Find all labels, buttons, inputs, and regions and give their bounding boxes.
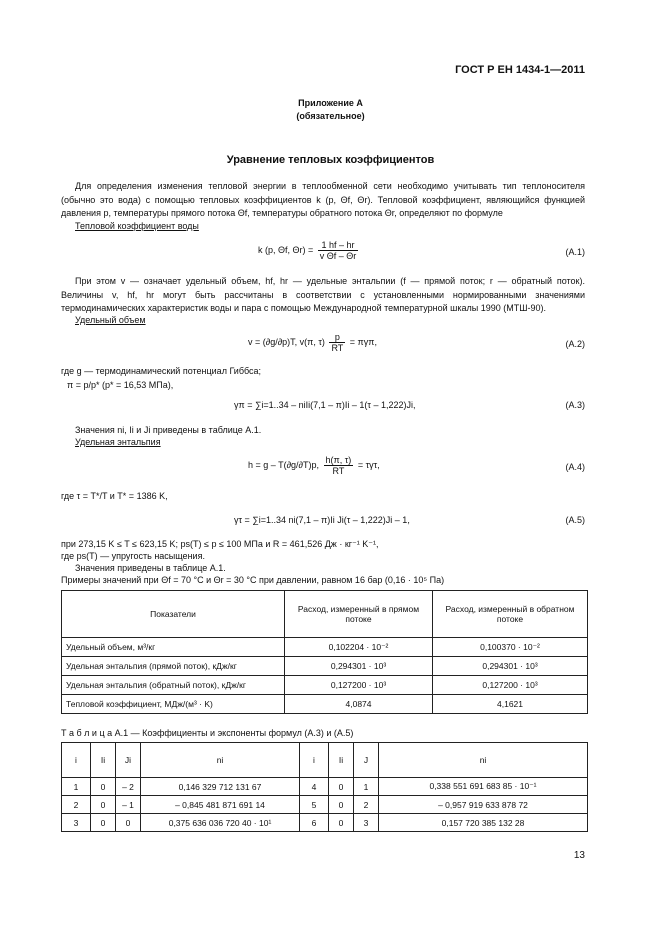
header-cell: Показатели xyxy=(62,591,285,638)
value-cell: 4,0874 xyxy=(285,695,433,714)
formula-a5-number: (А.5) xyxy=(565,515,585,525)
cell: – 2 xyxy=(116,778,141,796)
cell: 3 xyxy=(354,814,379,832)
table-row xyxy=(62,796,588,814)
header-cell: Расход, измеренный в прямом потоке xyxy=(285,591,433,638)
gibbs-definition: где g — термодинамический потенциал Гиббса; xyxy=(61,366,262,376)
definitions-paragraph: При этом v — означает удельный объем, hf, hr — удельные энтальпии (f — прямой поток; r — обратный поток). Величины v, hf, hr могут быть рассчитаны в соответствии с установленными нормированными значениями термодинамических характеристик воды и пара с помощью Международной температурной шкалы 1990 (МТШ-90). xyxy=(61,276,585,313)
value-cell: 0,294301 · 10³ xyxy=(285,657,433,676)
cell: 0 xyxy=(91,796,116,814)
table-row xyxy=(62,638,588,657)
formula-a4-number: (А.4) xyxy=(565,462,585,472)
examples-line: Примеры значений при Θf = 70 °С и Θr = 30 °С при давлении, равном 16 бар (0,16 · 10⁵ Па) xyxy=(61,575,445,585)
cell: 2 xyxy=(62,796,91,814)
sub-heading-water: Тепловой коэффициент воды xyxy=(75,221,199,231)
header-cell: ni xyxy=(379,743,588,778)
annex-title: Приложение А xyxy=(298,98,363,108)
header-cell: ni xyxy=(141,743,300,778)
cell: 0 xyxy=(329,814,354,832)
coefficients-table xyxy=(61,742,588,832)
intro-paragraph: Для определения изменения тепловой энергии в теплообменной сети необходимо учитывать тип теплоносителя (обычно это вода) с помощью тепловых коэффициентов k (p, Θf, Θr). Тепловой коэффициент, являющийся функцией давления p, температуры прямого потока Θf, температуры обратного потока Θr, определяют по формуле xyxy=(61,181,585,218)
cell: 5 xyxy=(300,796,329,814)
cell: 0 xyxy=(329,778,354,796)
page-number: 13 xyxy=(573,850,585,861)
label-cell: Тепловой коэффициент, МДж/(м³ · K) xyxy=(62,695,285,714)
formula-a1-fraction xyxy=(318,240,359,261)
cell: 0,146 329 712 131 67 xyxy=(141,778,300,796)
cell: 0,157 720 385 132 28 xyxy=(379,814,588,832)
cell: – 1 xyxy=(116,796,141,814)
value-cell: 0,294301 · 10³ xyxy=(433,657,588,676)
examples-table xyxy=(61,590,588,714)
header-cell: Расход, измеренный в обратном потоке xyxy=(433,591,588,638)
examples-table-header xyxy=(62,591,588,638)
standard-header: ГОСТ Р ЕН 1434-1—2011 xyxy=(455,64,585,76)
formula-a4-rhs: = τγτ, xyxy=(357,459,380,470)
cell: 3 xyxy=(62,814,91,832)
cell: – 0,845 481 871 691 14 xyxy=(141,796,300,814)
saturation-definition: где ps(T) — упругость насыщения. xyxy=(61,551,205,561)
formula-a1-lhs: k (p, Θf, Θr) = xyxy=(258,244,314,255)
table-a1-caption: Т а б л и ц а А.1 — Коэффициенты и экспоненты формул (А.3) и (А.5) xyxy=(61,728,354,738)
formula-a4-denominator: RT xyxy=(332,466,345,476)
table-row xyxy=(62,778,588,796)
formula-a4-numerator: h(π, τ) xyxy=(325,455,352,465)
cell: 0 xyxy=(91,814,116,832)
header-cell: Ii xyxy=(91,743,116,778)
formula-a2 xyxy=(248,332,377,353)
header-cell: J xyxy=(354,743,379,778)
table-row xyxy=(62,657,588,676)
formula-a4-fraction xyxy=(324,455,354,476)
value-cell: 4,1621 xyxy=(433,695,588,714)
table-row xyxy=(62,676,588,695)
cell: 0,375 636 036 720 40 · 10¹ xyxy=(141,814,300,832)
formula-a2-number: (А.2) xyxy=(565,339,585,349)
cell: 0,338 551 691 683 85 · 10⁻¹ xyxy=(379,778,588,796)
pi-definition: π = p/p* (p* = 16,53 МПа), xyxy=(67,380,174,390)
formula-a2-rhs: = πγπ, xyxy=(349,336,377,347)
cell: 1 xyxy=(354,778,379,796)
formula-a2-lhs: v = (∂g/∂p)T, v(π, τ) xyxy=(248,336,325,347)
section-title: Уравнение тепловых коэффициентов xyxy=(226,154,435,166)
annex-subtitle: (обязательное) xyxy=(296,111,365,121)
formula-a1-numerator: 1 hf – hr xyxy=(318,240,359,251)
coefficients-table-header xyxy=(62,743,588,778)
table-reference-2: Значения приведены в таблице А.1. xyxy=(75,563,226,573)
formula-a2-numerator: p xyxy=(329,332,345,343)
header-cell: i xyxy=(300,743,329,778)
cell: 0 xyxy=(329,796,354,814)
header-cell: Ji xyxy=(116,743,141,778)
formula-a2-denominator: RT xyxy=(331,343,344,353)
label-cell: Удельная энтальпия (прямой поток), кДж/кг xyxy=(62,657,285,676)
label-cell: Удельный объем, м³/кг xyxy=(62,638,285,657)
formula-a3-number: (А.3) xyxy=(565,400,585,410)
table-row xyxy=(62,814,588,832)
value-cell: 0,100370 · 10⁻² xyxy=(433,638,588,657)
cell: 6 xyxy=(300,814,329,832)
value-cell: 0,127200 · 10³ xyxy=(285,676,433,695)
cell: 2 xyxy=(354,796,379,814)
formula-a1-denominator: v Θf – Θr xyxy=(319,251,357,261)
value-cell: 0,102204 · 10⁻² xyxy=(285,638,433,657)
tau-definition: где τ = T*/T и T* = 1386 K, xyxy=(61,491,168,501)
cell: 4 xyxy=(300,778,329,796)
formula-a5: γτ = ∑i=1..34 ni(7,1 – π)Ii Ji(τ – 1,222)Ji – 1, xyxy=(234,515,410,525)
formula-a4-lhs: h = g – T(∂g/∂T)p, xyxy=(248,459,320,470)
header-cell: i xyxy=(62,743,91,778)
cell: – 0,957 919 633 878 72 xyxy=(379,796,588,814)
sub-heading-volume: Удельный объем xyxy=(75,315,146,325)
table-reference-1: Значения ni, Ii и Ji приведены в таблице А.1. xyxy=(75,425,262,435)
formula-a2-fraction xyxy=(329,332,345,353)
sub-heading-enthalpy: Удельная энтальпия xyxy=(75,437,161,447)
value-cell: 0,127200 · 10³ xyxy=(433,676,588,695)
header-cell: Ii xyxy=(329,743,354,778)
validity-range: при 273,15 K ≤ T ≤ 623,15 K; ps(T) ≤ p ≤ 100 МПа и R = 461,526 Дж · кг⁻¹ K⁻¹, xyxy=(61,539,379,549)
label-cell: Удельная энтальпия (обратный поток), кДж/кг xyxy=(62,676,285,695)
formula-a1-number: (А.1) xyxy=(565,247,585,257)
cell: 0 xyxy=(116,814,141,832)
formula-a4 xyxy=(248,455,380,476)
cell: 1 xyxy=(62,778,91,796)
formula-a3: γπ = ∑i=1..34 – niIi(7,1 – π)Ii – 1(τ – 1,222)Ji, xyxy=(234,400,416,410)
formula-a1 xyxy=(258,240,360,261)
table-row xyxy=(62,695,588,714)
cell: 0 xyxy=(91,778,116,796)
